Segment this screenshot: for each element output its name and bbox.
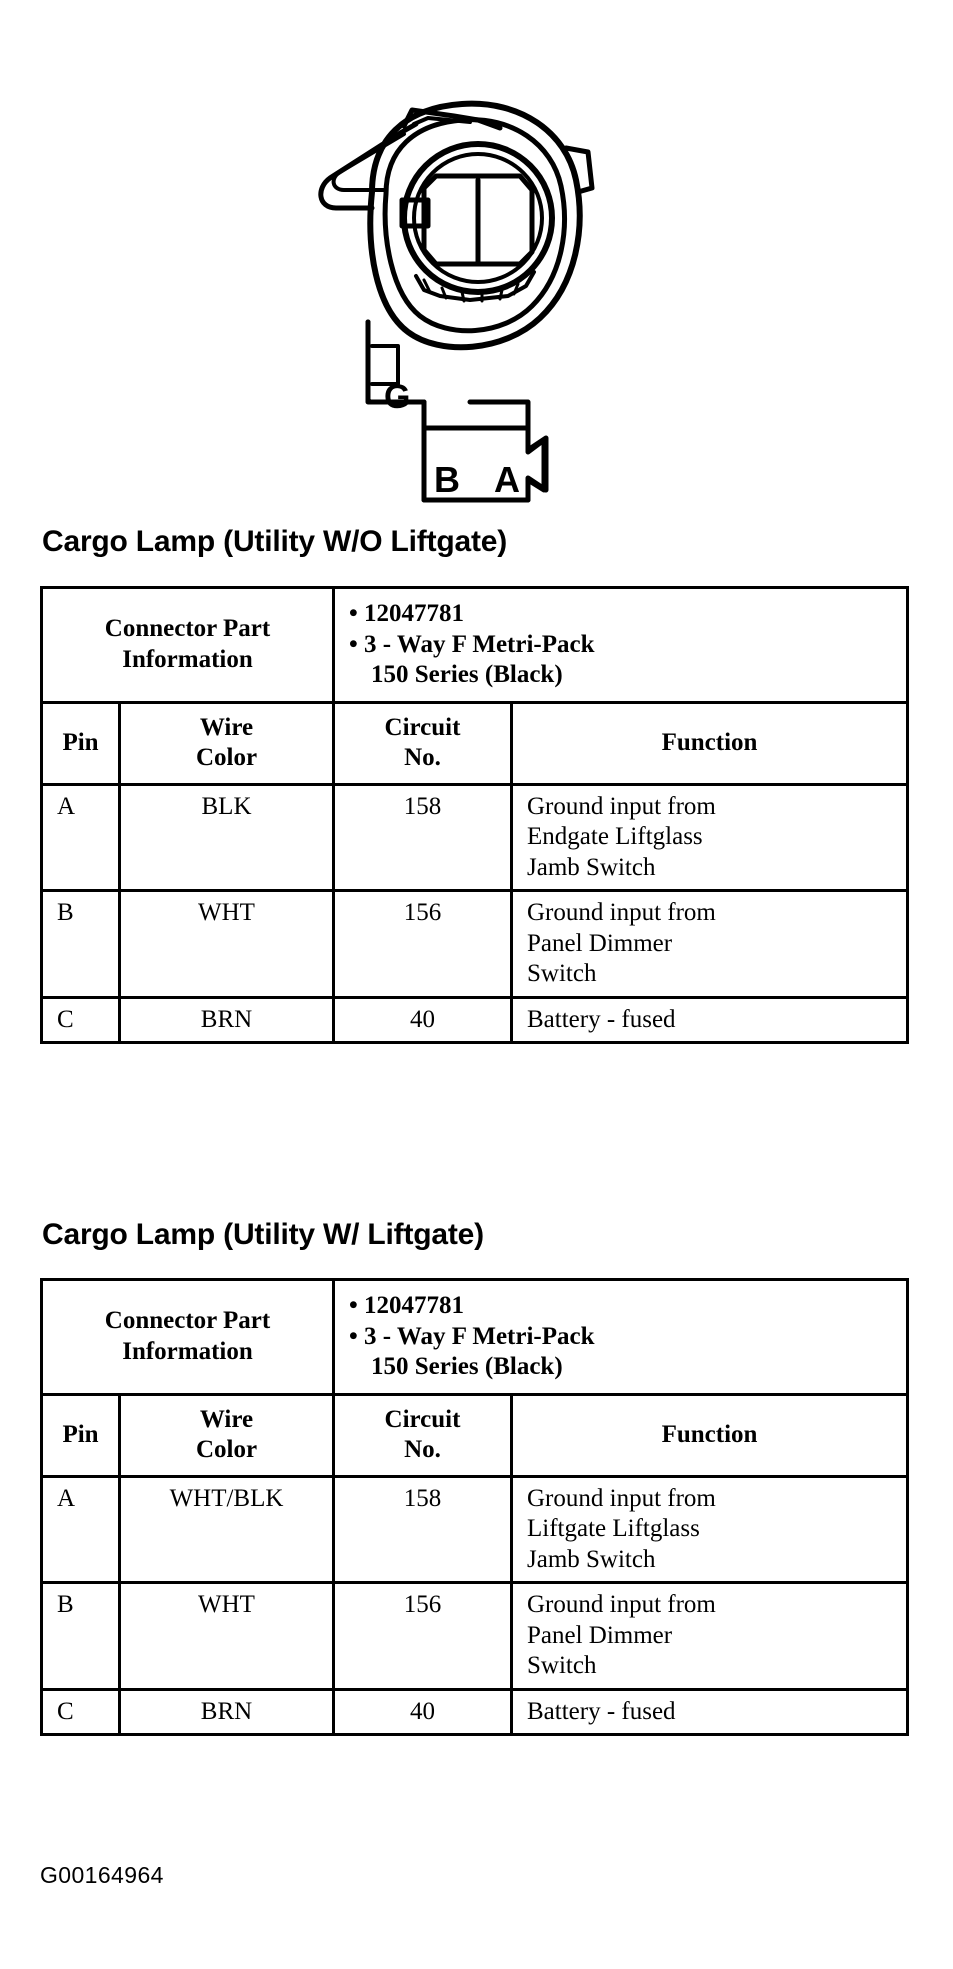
column-header-wire-color: Wire Color xyxy=(120,702,334,784)
cpi-bullet-2-continuation: 150 Series (Black) xyxy=(371,661,563,688)
cpi-label-line1: Connector Part xyxy=(104,615,271,643)
connector-pin-label-a: A xyxy=(494,459,520,500)
connector-table-without-liftgate xyxy=(40,586,909,1044)
cell-wire-color: WHT xyxy=(120,891,334,998)
cpi-bullet-1: • 12047781 xyxy=(349,600,465,627)
cell-function: Battery - fused xyxy=(512,997,908,1043)
cpi-label-line2: Information xyxy=(122,1337,253,1365)
cell-circuit-no: 158 xyxy=(334,1476,512,1583)
table-row-connector-part-info xyxy=(42,1280,908,1395)
connector-illustration xyxy=(0,40,953,500)
connector-pin-label-g: G xyxy=(384,378,411,416)
cell-pin: B xyxy=(42,1583,120,1690)
table-row-connector-part-info xyxy=(42,588,908,703)
cell-circuit-no: 156 xyxy=(334,891,512,998)
cell-pin: C xyxy=(42,1689,120,1735)
table-row xyxy=(42,1476,908,1583)
cell-function: Ground input from Endgate Liftglass Jamb Switch xyxy=(512,784,908,891)
table-row xyxy=(42,1583,908,1690)
cell-function: Ground input from Liftgate Liftglass Jamb Switch xyxy=(512,1476,908,1583)
cpi-bullet-1: • 12047781 xyxy=(349,1292,465,1319)
table-header-row xyxy=(42,1394,908,1476)
column-header-pin: Pin xyxy=(42,1394,120,1476)
cpi-label-line1: Connector Part xyxy=(104,1307,271,1335)
connector-pin-label-b: B xyxy=(434,459,460,500)
connector-part-information-label xyxy=(42,588,334,703)
cell-function: Ground input from Panel Dimmer Switch xyxy=(512,1583,908,1690)
section-title-cargo-lamp-without-liftgate: Cargo Lamp (Utility W/O Liftgate) xyxy=(42,525,508,558)
table-row xyxy=(42,997,908,1043)
section-title-cargo-lamp-with-liftgate: Cargo Lamp (Utility W/ Liftgate) xyxy=(42,1218,484,1251)
cpi-bullet-2: • 3 - Way F Metri-Pack xyxy=(349,630,595,658)
table-row xyxy=(42,1689,908,1735)
cell-pin: B xyxy=(42,891,120,998)
cell-function: Ground input from Panel Dimmer Switch xyxy=(512,891,908,998)
cell-wire-color: BRN xyxy=(120,1689,334,1735)
cpi-bullet-2-continuation: 150 Series (Black) xyxy=(371,1353,563,1380)
connector-part-information-value xyxy=(334,1280,908,1395)
cell-circuit-no: 156 xyxy=(334,1583,512,1690)
cell-function: Battery - fused xyxy=(512,1689,908,1735)
connector-drawing xyxy=(0,40,953,500)
connector-table-with-liftgate xyxy=(40,1278,909,1736)
column-header-circuit-no: Circuit No. xyxy=(334,702,512,784)
connector-part-information-label xyxy=(42,1280,334,1395)
cpi-label-line2: Information xyxy=(122,645,253,673)
column-header-circuit-no: Circuit No. xyxy=(334,1394,512,1476)
table-row xyxy=(42,891,908,998)
cell-pin: A xyxy=(42,1476,120,1583)
cell-wire-color: BRN xyxy=(120,997,334,1043)
connector-part-information-value xyxy=(334,588,908,703)
column-header-function: Function xyxy=(512,702,908,784)
figure-id: G00164964 xyxy=(40,1862,164,1888)
table-row xyxy=(42,784,908,891)
cell-circuit-no: 40 xyxy=(334,997,512,1043)
cell-wire-color: WHT/BLK xyxy=(120,1476,334,1583)
cell-wire-color: BLK xyxy=(120,784,334,891)
table-header-row xyxy=(42,702,908,784)
cell-wire-color: WHT xyxy=(120,1583,334,1690)
cpi-bullet-2: • 3 - Way F Metri-Pack xyxy=(349,1322,595,1350)
cell-circuit-no: 158 xyxy=(334,784,512,891)
column-header-pin: Pin xyxy=(42,702,120,784)
cell-pin: C xyxy=(42,997,120,1043)
cell-pin: A xyxy=(42,784,120,891)
column-header-wire-color: Wire Color xyxy=(120,1394,334,1476)
column-header-function: Function xyxy=(512,1394,908,1476)
cell-circuit-no: 40 xyxy=(334,1689,512,1735)
